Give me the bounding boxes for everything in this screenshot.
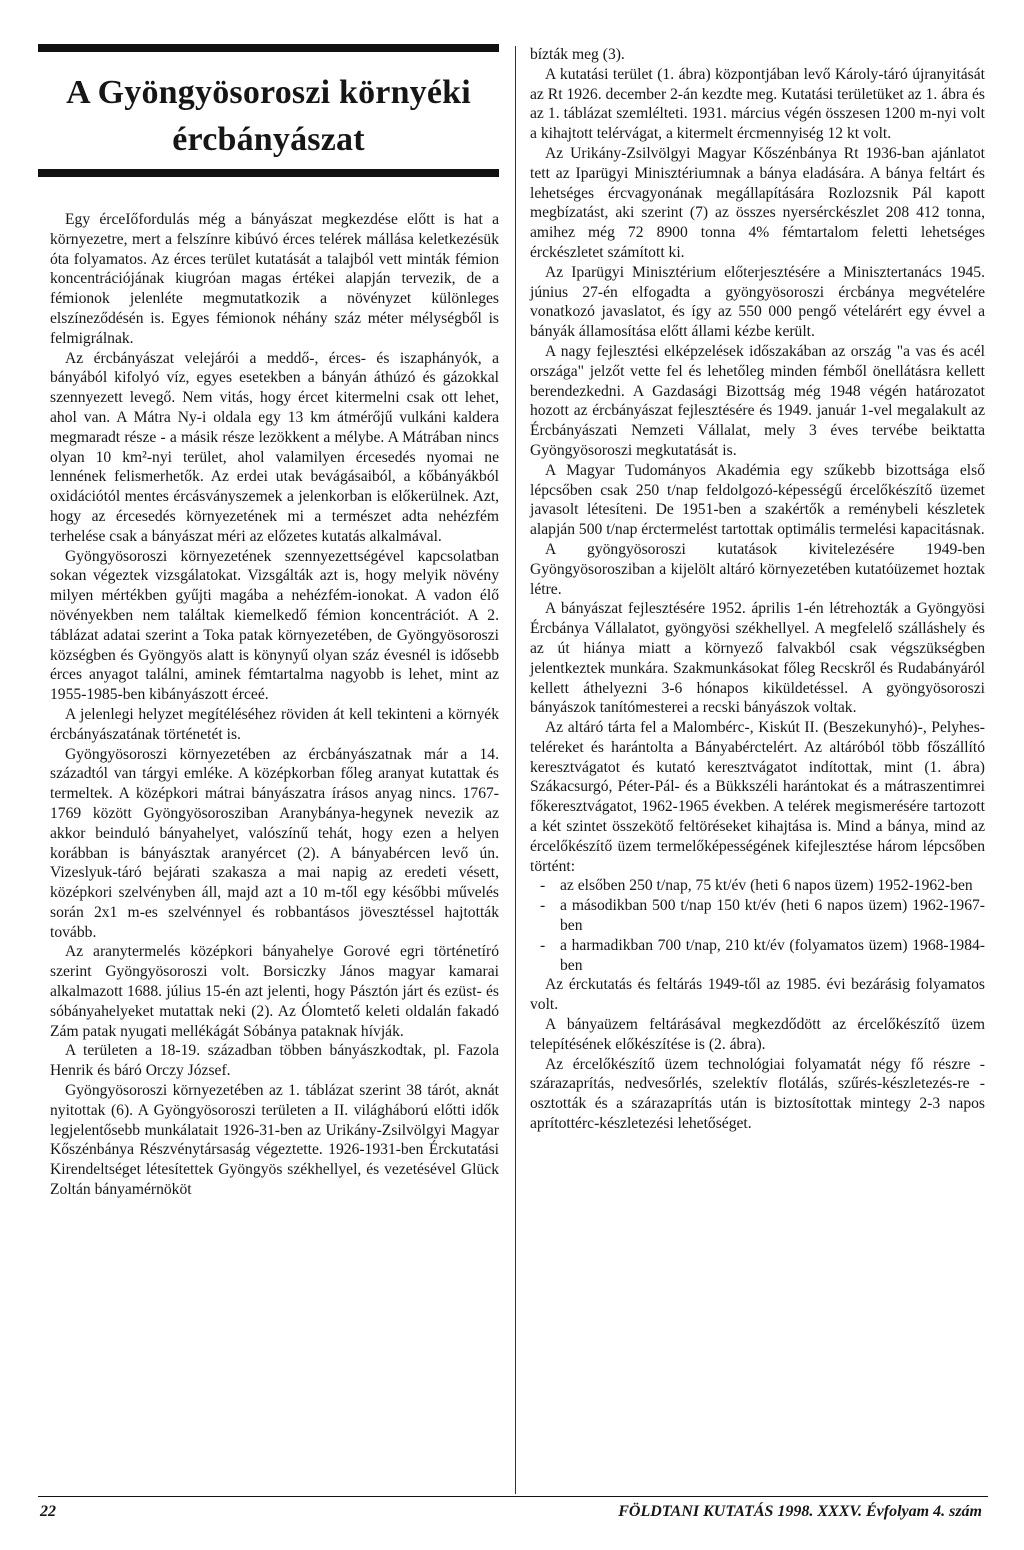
production-stages-list [530, 876, 985, 975]
paragraph: Az érckutatás és feltárás 1949-től az 1985. évi bezárásig folyamatos volt. [530, 976, 985, 1014]
left-column [50, 210, 499, 1200]
footer-rule [38, 1496, 988, 1497]
title-bottom-rule [38, 169, 499, 177]
paragraph: Egy érceIőfordulás még a bányászat megkezdése előtt is hat a környezetre, mert a felszínre kibúvó érces telérek mállása keletkezésük óta folyamatos. Az érces terület kutatását a talajból vett minták fémion koncentrációjának kiugróan magas értékei alapján tervezik, de a fémionok jelenléte megmutatkozik a növényzet különleges elszíneződésén is. Egyes fémionok néhány száz méter mélységből is felmigrálnak. [50, 211, 499, 347]
paragraph: Az Urikány-Zsilvölgyi Magyar Kőszénbánya Rt 1936-ban ajánlatot tett az Iparügyi Minisztériumnak a bánya eladására. A bánya feltárt és lehetséges ércvagyonának megállapítására Rozlozsnik Pál kapott megbízatást, aki szerint (7) az összes nyersérckészlet 208 412 tonna, amihez még 72 8900 tonna 4% fémtartalom feletti lehetséges érckészletet számított ki. [530, 144, 985, 261]
list-item-text: a harmadikban 700 t/nap, 210 kt/év (folyamatos üzem) 1968-1984-ben [560, 936, 985, 974]
paragraph: Gyöngyösoroszi környezetének szennyezettségével kapcsolatban sokan végeztek vizsgálatokat. Vizsgálták azt is, hogy melyik növény milyen mértékben gyűjti magába a nehézfém-ionokat. A vadon élő növényekben nem találtak kiemelkedő fémion koncentrációt. A 2. táblázat adatai szerint a Toka patak környezetében, de Gyöngyösoroszi községben és Gyöngyös alatt is könynyű olyan száz évesnél is idősebb érces anyagot találni, aminek fémtartalma nagyobb is lehet, mint az 1955-1985-ben kibányászott érceé. [50, 547, 499, 704]
title-block [38, 44, 499, 177]
paragraph: Az altáró tárta fel a Malombérc-, Kiskút II. (Beszekunyhó)-, Pelyhes-teléreket és harántolta a Bányabérctelért. Az altáróból több főszállító keresztvágatot és kutató keresztvágatot indítottak, mint (1. ábra) Szákacsurgó, Péter-Pál- és a Bükkszéli harántokat és a mátraszentimrei főkeresztvágatot, 1962-1965 években. A telérek megismerésére tartozott a két szintet összekötő feltöréseket kihajtása is. Mind a bánya, mind az ércelőkészítő üzem termelőképességének kifejlesztése három lépcsőben történt: [530, 719, 985, 875]
title-top-rule [38, 44, 499, 52]
paragraph: A jelenlegi helyzet megítéléséhez röviden át kell tekinteni a környék ércbányászatának történetét is. [50, 705, 499, 743]
paragraph: A Magyar Tudományos Akadémia egy szűkebb bizottsága első lépcsőben csak 250 t/nap feldolgozó-képességű ércelőkészítő üzemet javasolt létesíteni. De 1951-ben a szakértők a reménybeli készletek alapján 500 t/nap érctermelést tartottak optimális termelési kapacitásnak. [530, 461, 985, 539]
paragraph: A bányászat fejlesztésére 1952. április 1-én létrehozták a Gyöngyösi Ércbánya Vállalatot, gyöngyösi székhellyel. A megfelelő szálláshely és az út hiánya miatt a környező falvakból csak végszükségben jelentkeztek munkára. Szakmunkásokat főleg Recskről és Rudabányáról kellett áthelyezni 3-6 hónapos kiküldetéssel. A gyöngyösoroszi bányászok tanítómesterei a recski bányászok voltak. [530, 600, 985, 717]
page-number: 22 [40, 1503, 56, 1520]
paragraph: Az Iparügyi Minisztérium előterjesztésére a Minisztertanács 1945. június 27-én elfogadta a gyöngyösoroszi ércbánya megvételére vonatkozó javaslatot, és így az 550 000 pengő vételárért egy évvel a bányák államosítása előtt állami kézbe került. [530, 263, 985, 341]
right-column [530, 45, 985, 1134]
list-item-text: az elsőben 250 t/nap, 75 kt/év (heti 6 napos üzem) 1952-1962-ben [560, 877, 973, 895]
column-divider [515, 46, 516, 1494]
article-title [38, 69, 499, 163]
paragraph: Az aranytermelés középkori bányahelye Gorové egri történetíró szerint Gyöngyösoroszi volt. Borsiczky János magyar kamarai alkalmazott 1688. július 15-én azt jelenti, hogy Pásztón járt és ezüst- és sóbányahelyeket mutattak neki (2). Az Ólomtető keleti oldalán fakadó Zám patak nyugati mellékágát Sóbánya pataknak hívják. [50, 943, 499, 1040]
paragraph: Gyöngyösoroszi környezetében az ércbányászatnak már a 14. századtól van tárgyi emléke. A középkorban főleg aranyat kutattak és termeltek. A középkori mátrai bányászatra írásos anyag nincs. 1767-1769 között Gyöngyösorosziban Aranybánya-hegynek nevezik az akkor beinduló bányahelyet, valószínű tehát, hogy ezen a helyen korábban is bányásztak aranyércet (2). A bányabércen levő ún. Vizeslyuk-táró bejárati szakasza a mai napig az eredeti vésett, középkori szelvényben áll, majd azt a 10 m-től egy későbbi művelés során 2x1 m-es szelvénnyel és robbantásos jövesztéssel hajtották tovább. [50, 745, 499, 941]
list-item [530, 936, 985, 976]
list-item [530, 876, 985, 896]
list-dash: - [540, 897, 546, 915]
paragraph: Az ércbányászat velejárói a meddő-, érces- és iszaphányók, a bányából kifolyó víz, egyes esetekben a bányán áthúzó és gázokkal szennyezett levegő. Nem vitás, hogy ércet kitermelni csak ott lehet, ahol van. A Mátra Ny-i oldala egy 13 km átmérőjű vulkáni kaldera megmaradt része - a másik része lezökkent a mélybe. A Mátrában nincs olyan 10 km²-nyi terület, ahol valamilyen ércesedés nyomai ne lennének felismerhetők. Az erdei utak bevágásaiból, a kőbányákból oxidációtól mentes ércásványszemek a jelenkorban is előkerülnek. Azt, hogy az ércesedés környezetének mi a természet adta nehézfém terhelése csak a bányászat méri az előzetes kutatás alkalmával. [50, 349, 499, 545]
paragraph: Gyöngyösoroszi környezetében az 1. táblázat szerint 38 tárót, aknát nyitottak (6). A Gyöngyösoroszi területen a II. világháború előtti idők legjelentősebb munkálatait 1926-31-ben az Urikány-Zsilvölgyi Magyar Kőszénbánya Részvénytársaság végeztette. 1926-1931-ben Érckutatási Kirendeltséget létesítettek Gyöngyös székhellyel, és vezetésével Glück Zoltán bányamérnököt [50, 1082, 499, 1199]
paragraph: A bányaüzem feltárásával megkezdődött az ércelőkészítő üzem telepítésének előkészítése is (2. ábra). [530, 1016, 985, 1053]
paragraph: A gyöngyösoroszi kutatások kivitelezésére 1949-ben Gyöngyösorosziban a kijelölt altáró környezetében kutatóüzemet hoztak létre. [530, 540, 985, 598]
paragraph: A kutatási terület (1. ábra) központjában levő Károly-táró újranyitását az Rt 1926. december 2-án kezdte meg. Kutatási területüket az 1. ábra és az 1. táblázat szemlélteti. 1931. március végén összesen 1200 m-nyi volt a kihajtott telérvágat, a kitermelt ércmennyiség 12 kt volt. [530, 65, 985, 143]
list-dash: - [540, 877, 546, 895]
paragraph: A nagy fejlesztési elképzelések időszakában az ország "a vas és acél országa" jelzőt vette fel és lehetőleg minden fémből önellátásra kellett berendezkedni. A Gazdasági Bizottság még 1948 végén határozatot hozott az ércbányászat fejlesztésére és 1949. január 1-vel megalakult az Ércbányászati Nemzeti Vállalat, mely 3 éves tervébe beiktatta Gyöngyösoroszi megkutatását is. [530, 342, 985, 459]
list-dash: - [540, 936, 546, 954]
paragraph-continuation: bízták meg (3). [530, 46, 625, 63]
paragraph: A területen a 18-19. században többen bányászkodtak, pl. Fazola Henrik és báró Orczy József. [50, 1042, 499, 1080]
list-item [530, 896, 985, 936]
title-line-1: A Gyöngyösoroszi környéki [66, 74, 471, 111]
list-item-text: a másodikban 500 t/nap 150 kt/év (heti 6 napos üzem) 1962-1967-ben [560, 897, 985, 935]
journal-footer: FÖLDTANI KUTATÁS 1998. XXXV. Évfolyam 4. szám [618, 1503, 982, 1520]
title-line-2: ércbányászat [172, 121, 365, 158]
paragraph: Az ércelőkészítő üzem technológiai folyamatát négy fő részre - szárazaprítás, nedvesőrlés, szelektív flotálás, szűrés-készletezés-re - osztották és a szárazaprítás után is biztosítottak mintegy 2-3 napos aprítottérc-készletezési lehetőséget. [530, 1055, 985, 1133]
